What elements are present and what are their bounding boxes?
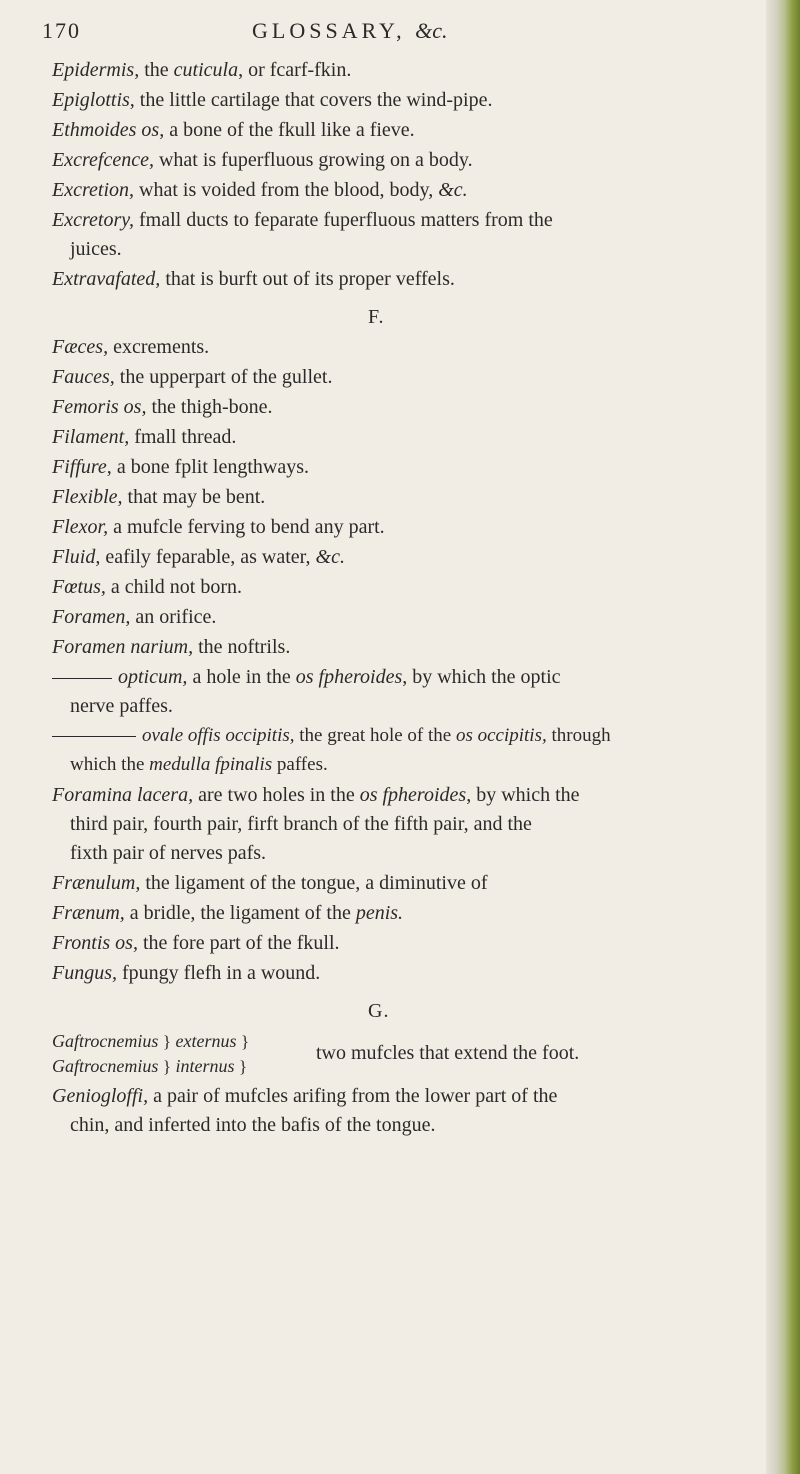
entry-continuation: chin, and inferted into the bafis of the tongue. xyxy=(70,1114,436,1136)
entry-continuation: third pair, fourth pair, firft branch of the fifth pair, and the xyxy=(70,813,532,835)
ditto-rule xyxy=(52,678,112,679)
entry: Extravafated, that is burft out of its proper veffels. xyxy=(52,268,455,290)
entry: Foramina lacera, are two holes in the os fpheroides, by which the xyxy=(52,784,580,806)
page-number: 170 xyxy=(42,18,81,43)
entry: Foramen narium, the noftrils. xyxy=(52,636,291,658)
entry: Excrefcence, what is fuperfluous growing on a body. xyxy=(52,149,473,171)
entry-continuation: fixth pair of nerves pafs. xyxy=(70,842,267,864)
entry-continuation: which the medulla fpinalis paffes. xyxy=(70,754,328,775)
entry: Ethmoides os, a bone of the fkull like a fieve. xyxy=(52,119,415,141)
entry: ovale offis occipitis, the great hole of the os occipitis, through xyxy=(52,723,611,749)
entry: Femoris os, the thigh-bone. xyxy=(52,396,273,418)
entry: Excretory, fmall ducts to feparate fuperfluous matters from the xyxy=(52,209,553,231)
entry: Gaftrocnemius } internus } xyxy=(52,1056,248,1076)
entry: Epidermis, the cuticula, or fcarf-fkin. xyxy=(52,59,352,81)
entry: Fauces, the upperpart of the gullet. xyxy=(52,366,333,388)
entry: Filament, fmall thread. xyxy=(52,426,237,448)
section-letter-f: F. xyxy=(368,306,385,328)
entry: Flexible, that may be bent. xyxy=(52,486,266,508)
entry: Fungus, fpungy flefh in a wound. xyxy=(52,962,321,984)
page-edge-shadow xyxy=(766,0,800,1474)
entry: Frænum, a bridle, the ligament of the penis. xyxy=(52,902,404,924)
entry: Flexor, a mufcle ferving to bend any part. xyxy=(52,516,385,538)
ditto-rule xyxy=(52,736,136,737)
entry: Frontis os, the fore part of the fkull. xyxy=(52,932,340,954)
entry: opticum, a hole in the os fpheroides, by which the optic xyxy=(52,664,561,690)
entry: Fluid, eafily feparable, as water, &c. xyxy=(52,546,345,568)
entry: Fæces, excrements. xyxy=(52,336,210,358)
entry: Fœtus, a child not born. xyxy=(52,576,242,598)
entry: Epiglottis, the little cartilage that covers the wind-pipe. xyxy=(52,89,493,111)
entry: Frænulum, the ligament of the tongue, a diminutive of xyxy=(52,872,488,894)
entry: Gaftrocnemius } externus } xyxy=(52,1031,250,1051)
entry: Fiffure, a bone fplit lengthways. xyxy=(52,456,309,478)
running-header xyxy=(42,18,762,48)
entry: Excretion, what is voided from the blood, body, &c. xyxy=(52,179,468,201)
entry: Foramen, an orifice. xyxy=(52,606,217,628)
entry-continuation: juices. xyxy=(70,238,122,260)
entry-continuation: nerve paffes. xyxy=(70,695,173,717)
entry-shared-definition: two mufcles that extend the foot. xyxy=(316,1042,580,1064)
section-letter-g: G. xyxy=(368,1000,390,1022)
running-title: GLOSSARY, &c. xyxy=(252,18,448,43)
entry: Geniogloffi, a pair of mufcles arifing from the lower part of the xyxy=(52,1085,558,1107)
